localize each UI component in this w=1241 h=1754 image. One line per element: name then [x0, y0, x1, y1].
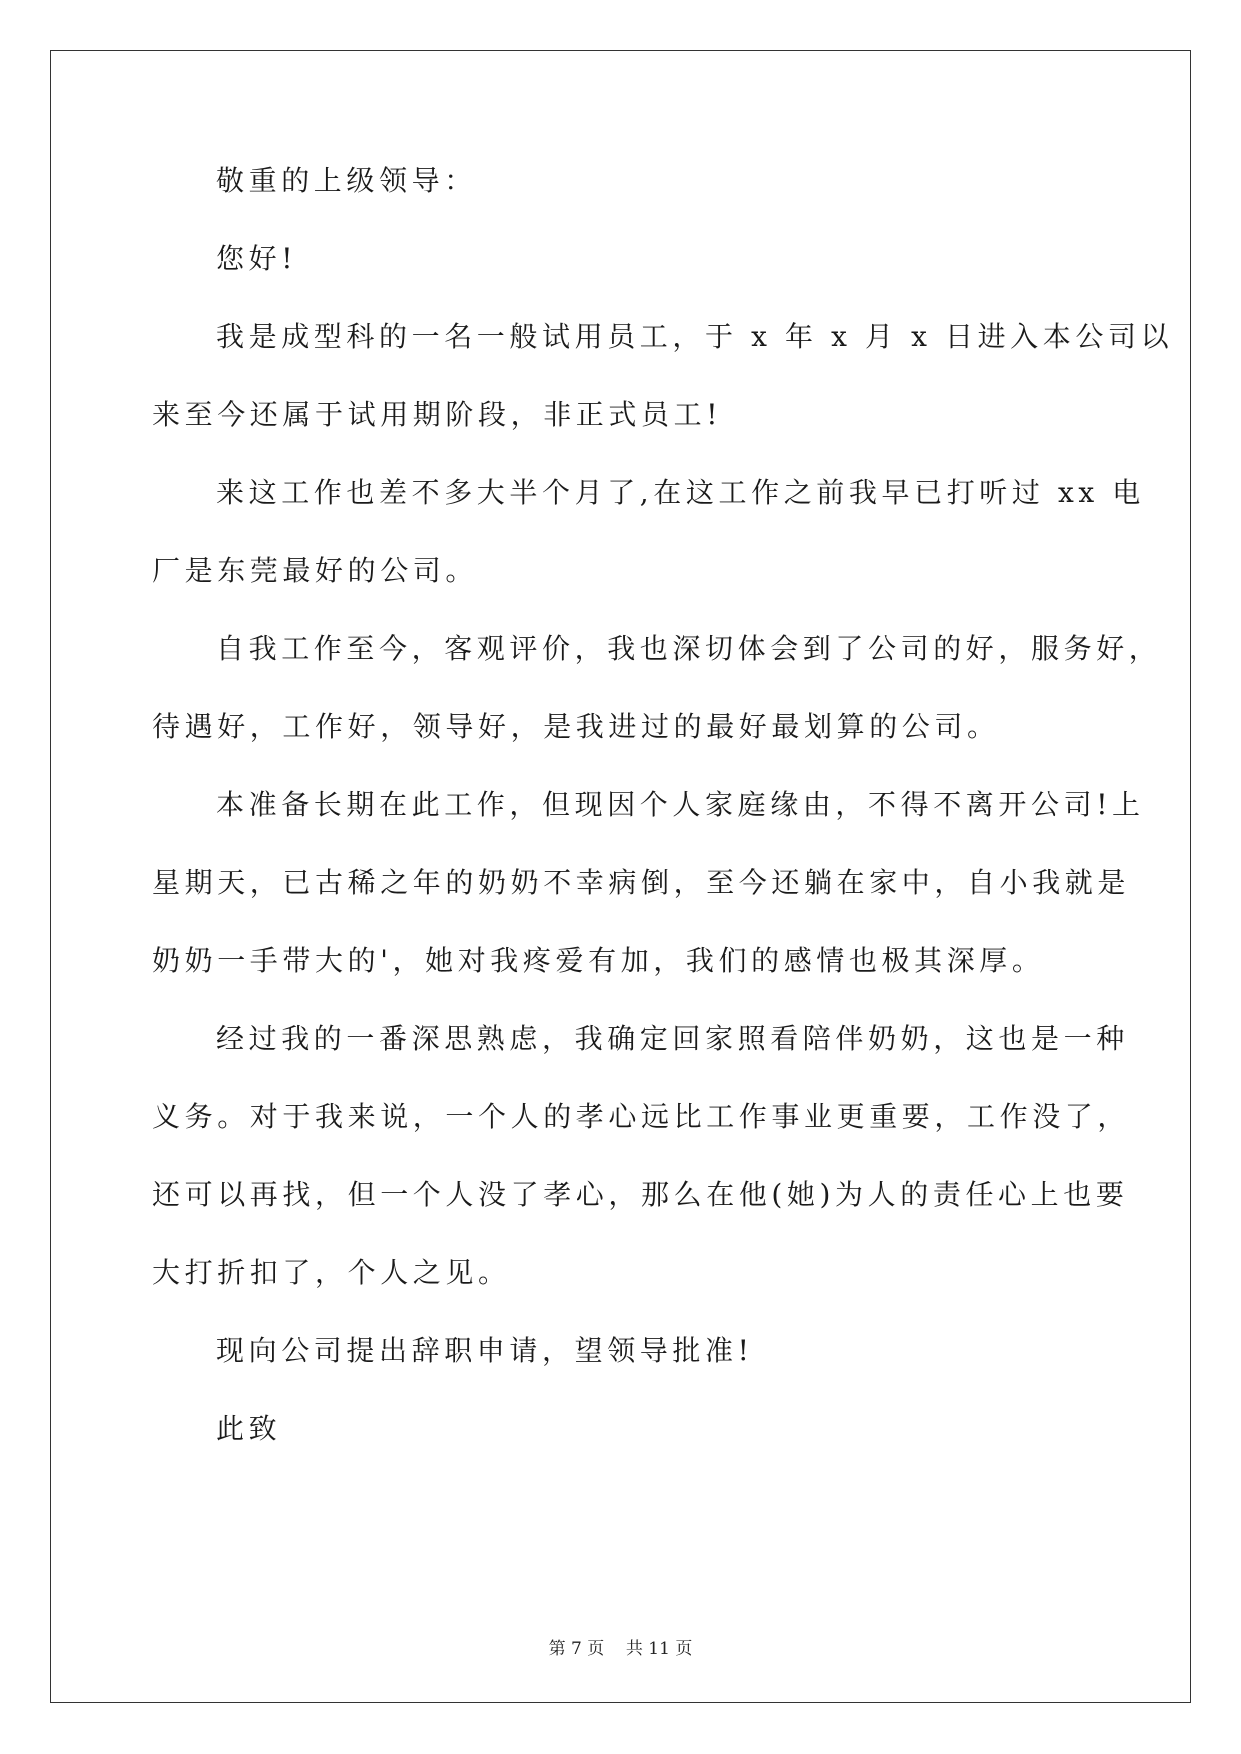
- paragraph-line: 待遇好，工作好，领导好，是我进过的最好最划算的公司。: [152, 710, 1000, 743]
- paragraph-line: 义务。对于我来说，一个人的孝心远比工作事业更重要，工作没了，: [152, 1100, 1131, 1133]
- salutation: 敬重的上级领导：: [216, 164, 477, 197]
- paragraph-line: 本准备长期在此工作，但现因个人家庭缘由，不得不离开公司!上: [216, 788, 1145, 821]
- paragraph-line: 大打折扣了，个人之见。: [152, 1256, 511, 1289]
- paragraph-line: 厂是东莞最好的公司。: [152, 554, 479, 587]
- paragraph-line: 我是成型科的一名一般试用员工，于 x 年 x 月 x 日进入本公司以: [216, 320, 1174, 353]
- page-number-footer: [0, 1634, 1241, 1659]
- paragraph-line: 还可以再找，但一个人没了孝心，那么在他(她)为人的责任心上也要: [152, 1178, 1129, 1211]
- letter-body: [152, 164, 1174, 1490]
- greeting: 您好!: [216, 242, 298, 275]
- paragraph-line: 奶奶一手带大的'，她对我疼爱有加，我们的感情也极其深厚。: [152, 944, 1045, 977]
- paragraph-line: 来至今还属于试用期阶段，非正式员工!: [152, 398, 723, 431]
- paragraph-line: 星期天，已古稀之年的奶奶不幸病倒，至今还躺在家中，自小我就是: [152, 866, 1131, 899]
- paragraph-line: 来这工作也差不多大半个月了,在这工作之前我早已打听过 xx 电: [216, 476, 1145, 509]
- paragraph-line: 现向公司提出辞职申请，望领导批准!: [216, 1334, 754, 1367]
- page-number-text: 第 7 页 共 11 页: [548, 1639, 693, 1659]
- paragraph-line: 经过我的一番深思熟虑，我确定回家照看陪伴奶奶，这也是一种: [216, 1022, 1129, 1055]
- closing: 此致: [216, 1412, 282, 1445]
- paragraph-line: 自我工作至今，客观评价，我也深切体会到了公司的好，服务好，: [216, 632, 1162, 665]
